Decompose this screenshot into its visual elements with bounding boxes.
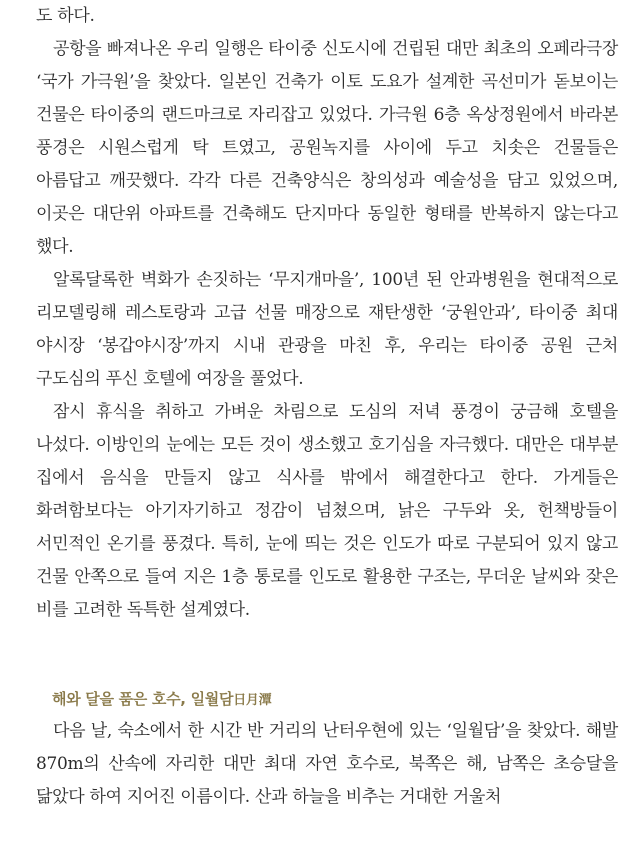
section-heading-text: 해와 달을 품은 호수, 일월담 bbox=[52, 690, 234, 708]
paragraph-city-tour: 알록달록한 벽화가 손짓하는 ‘무지개마을’, 100년 된 안과병원을 현대적으로 리모델링해 레스토랑과 고급 선물 매장으로 재탄생한 ‘궁원안과’, 타이중 최대 야시장 ‘봉갑야시장’까지 시내 관광을 마친 후, 우리는 타이중 공원 근처 구도심의 푸신 호텔에 여장을 풀었다. bbox=[36, 270, 618, 389]
section-heading-hanja: 日月潭 bbox=[233, 693, 272, 708]
article-body bbox=[36, 0, 618, 627]
paragraph-opera-house: 공항을 빠져나온 우리 일행은 타이중 신도시에 건립된 대만 최초의 오페라극장 ‘국가 가극원’을 찾았다. 일본인 건축가 이토 도요가 설계한 곡선미가 돋보이는 건물은 타이중의 랜드마크로 자리잡고 있었다. 가극원 6층 옥상정원에서 바라본 풍경은 시원스럽게 탁 트였고, 공원녹지를 사이에 두고 치솟은 건물들은 아름답고 깨끗했다. 각각 다른 건축양식은 창의성과 예술성을 담고 있었으며, 이곳은 대단위 아파트를 건축해도 단지마다 동일한 형태를 반복하지 않는다고 했다. bbox=[36, 39, 618, 257]
paragraph-evening-walk: 잠시 휴식을 취하고 가벼운 차림으로 도심의 저녁 풍경이 궁금해 호텔을 나섰다. 이방인의 눈에는 모든 것이 생소했고 호기심을 자극했다. 대만은 대부분 집에서 음식을 만들지 않고 식사를 밖에서 해결한다고 한다. 가게들은 화려함보다는 아기자기하고 정감이 넘쳤으며, 낡은 구두와 옷, 헌책방들이 서민적인 온기를 풍겼다. 특히, 눈에 띄는 것은 인도가 따로 구분되어 있지 않고 건물 안쪽으로 들여 지은 1층 통로를 인도로 활용한 구조는, 무더운 날씨와 잦은 비를 고려한 독특한 설계였다. bbox=[36, 402, 618, 620]
section-body bbox=[36, 715, 618, 814]
paragraph-fragment: 도 하다. bbox=[36, 6, 95, 26]
paragraph-sun-moon-lake: 다음 날, 숙소에서 한 시간 반 거리의 난터우현에 있는 ‘일월담’을 찾았다. 해발 870m의 산속에 자리한 대만 최대 자연 호수로, 북쪽은 해, 남쪽은 초승달을 닮았다 하여 지어진 이름이다. 산과 하늘을 비추는 거대한 거울처 bbox=[36, 721, 618, 807]
section-heading bbox=[36, 685, 618, 715]
